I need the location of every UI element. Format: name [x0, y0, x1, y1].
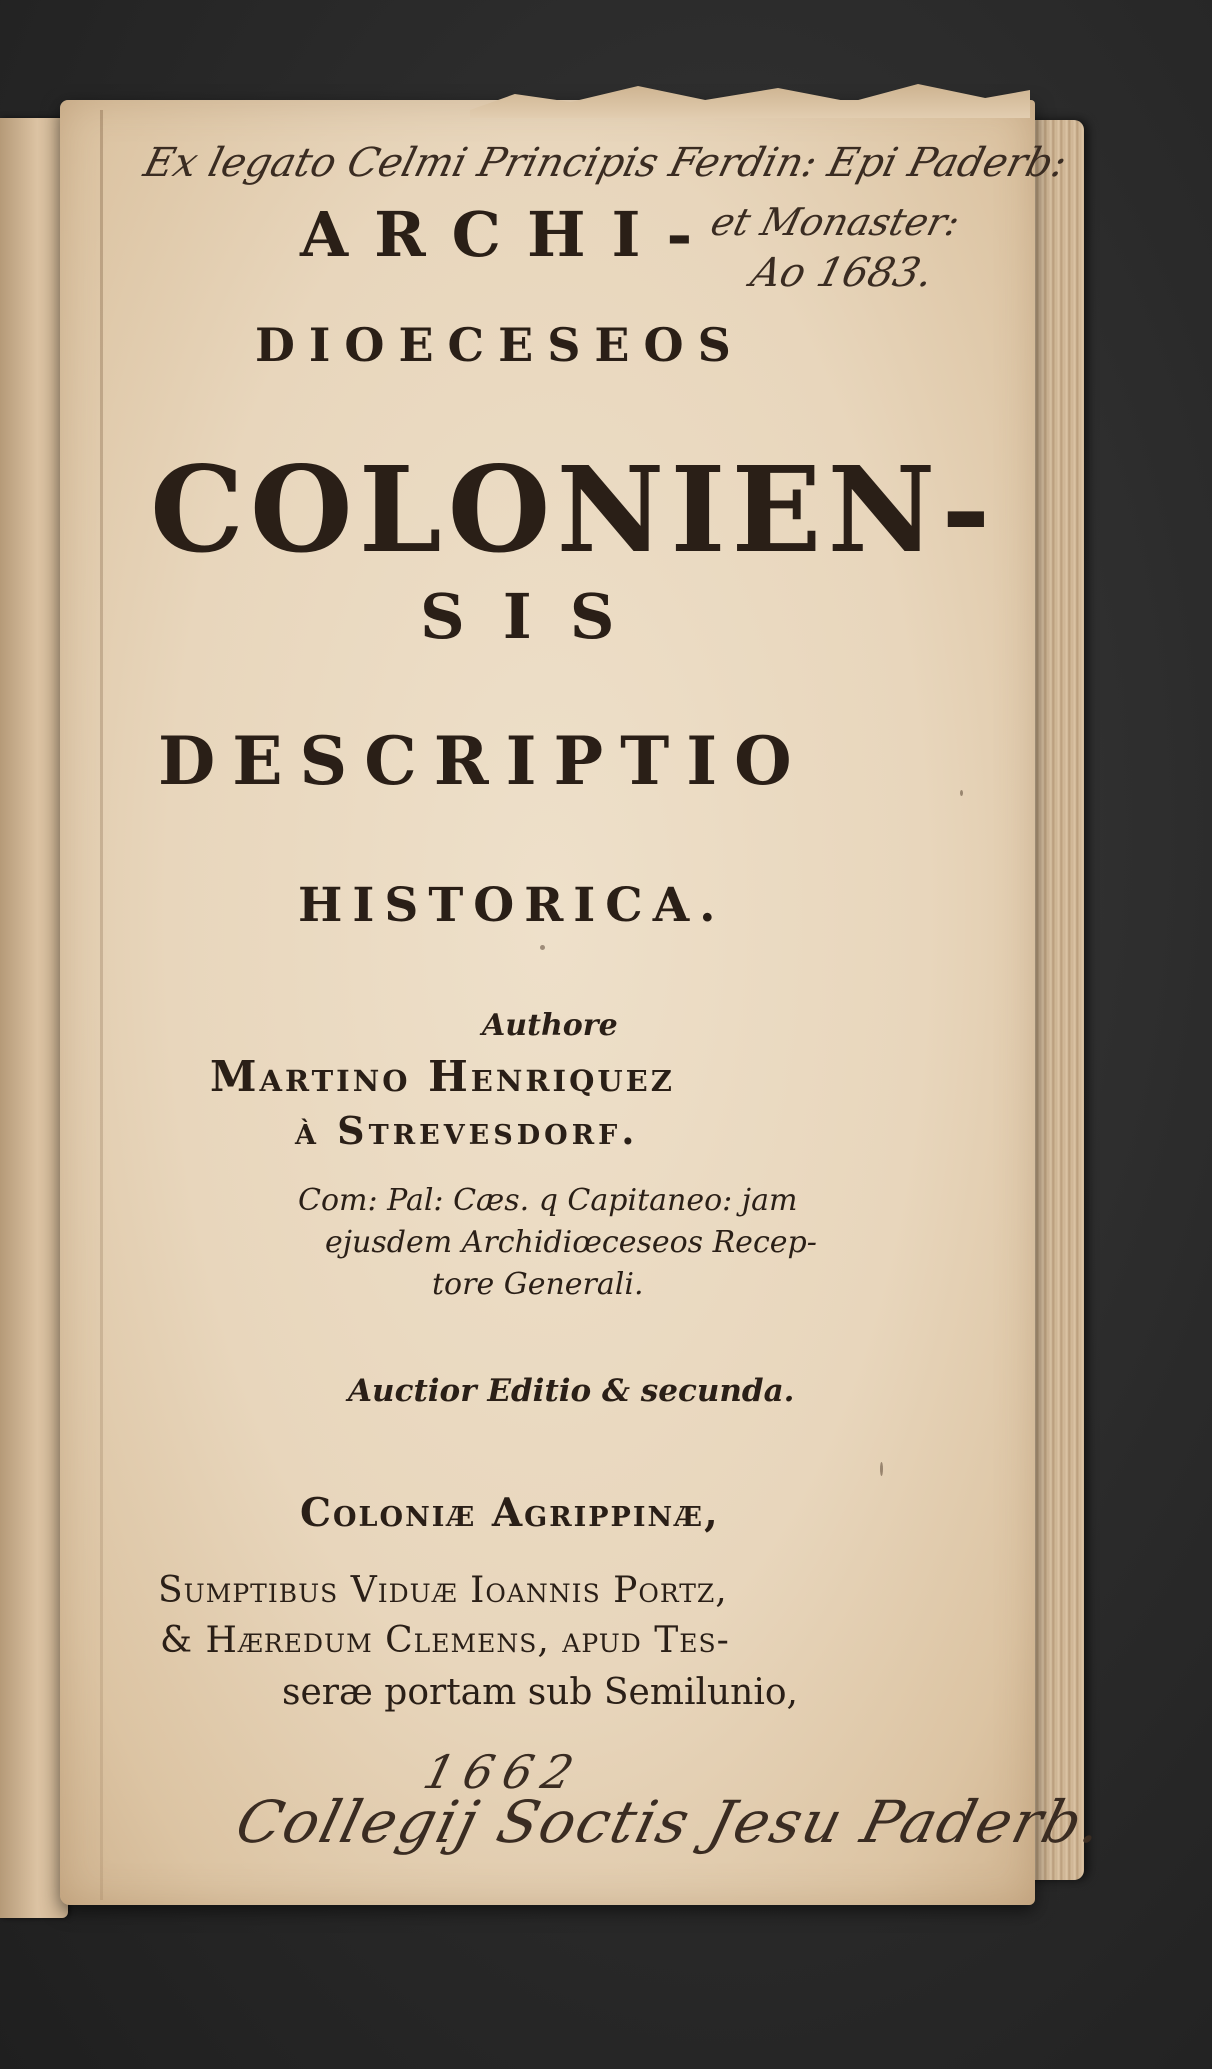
- title-line-dioeceseos: DIOECESEOS: [255, 318, 745, 372]
- title-line-archi: ARCHI-: [300, 198, 719, 271]
- author-label: Authore: [482, 1008, 618, 1043]
- title-line-descriptio: DESCRIPTIO: [158, 722, 809, 800]
- gutter-line: [100, 110, 103, 1900]
- handwritten-provenance-note-2: et Monaster:: [706, 200, 965, 244]
- facing-page-edge: [0, 118, 68, 1918]
- imprint-printer-3: seræ portam sub Semilunio,: [282, 1672, 798, 1713]
- author-titles-1: Com: Pal: Cæs. q Capitaneo: jam: [298, 1183, 798, 1218]
- title-line-colonien: COLONIEN-: [150, 440, 997, 579]
- paper-speck: [540, 945, 545, 950]
- author-name: Martino Henriquez: [210, 1052, 675, 1101]
- imprint-printer-2: & Hæredum Clemens, apud Tes-: [160, 1620, 730, 1661]
- handwritten-provenance-year: Ao 1683.: [746, 250, 938, 296]
- title-line-historica: HISTORICA.: [298, 878, 726, 933]
- paper-speck: [960, 790, 963, 796]
- author-titles-3: tore Generali.: [432, 1267, 644, 1302]
- imprint-printer-1: Sumptibus Viduæ Ioannis Portz,: [158, 1570, 728, 1611]
- title-line-sis: SIS: [420, 580, 653, 653]
- edition-statement: Auctior Editio & secunda.: [348, 1373, 795, 1409]
- paper-speck: [880, 1462, 883, 1476]
- author-place: à Strevesdorf.: [295, 1108, 639, 1153]
- imprint-place: Coloniæ Agrippinæ,: [300, 1490, 720, 1536]
- handwritten-ownership-mark: Collegij Soctis Jesu Paderb.: [229, 1788, 1112, 1856]
- author-titles-2: ejusdem Archidiœceseos Recep-: [325, 1225, 817, 1260]
- handwritten-year: 1662: [418, 1745, 589, 1799]
- handwritten-provenance-note: Ex legato Celmi Principis Ferdin: Epi Paderb:: [139, 140, 1072, 186]
